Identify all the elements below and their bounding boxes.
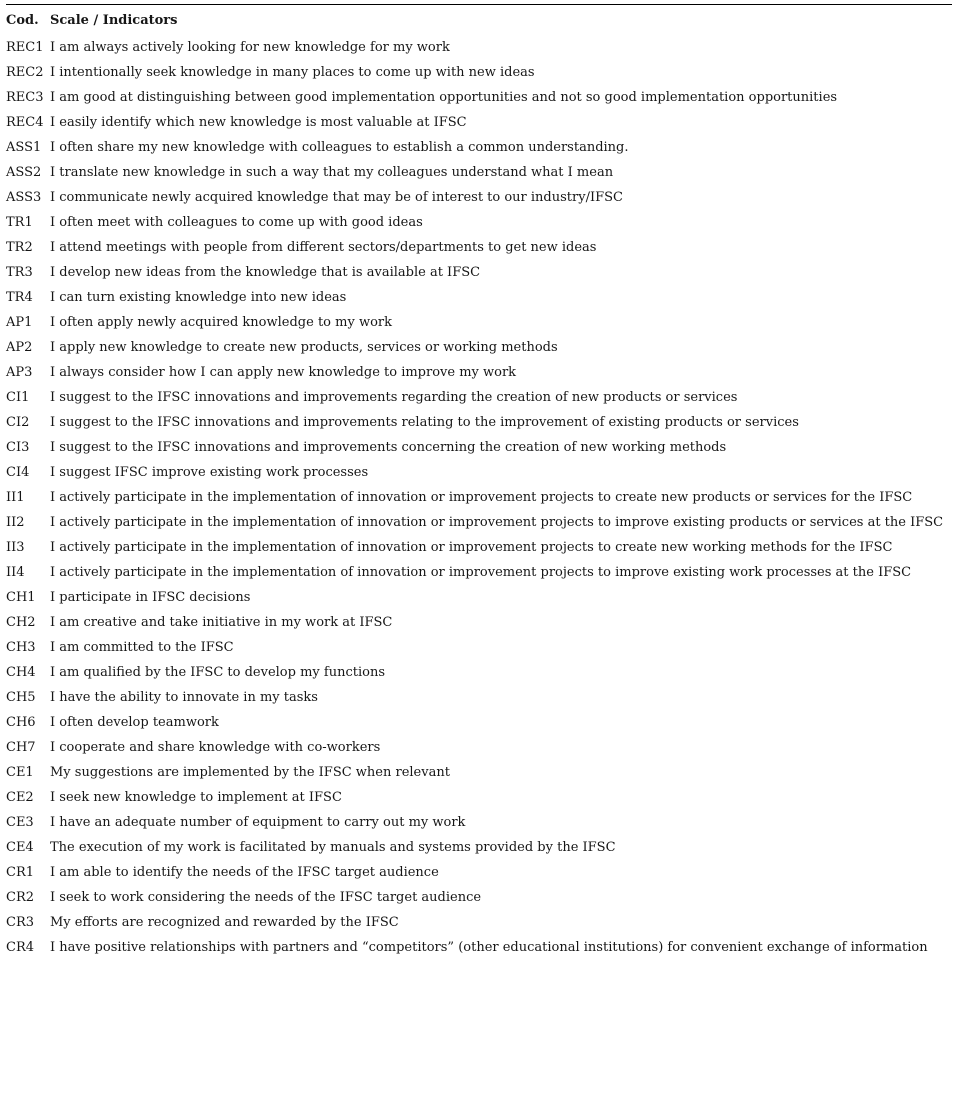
row-text: I actively participate in the implementation of innovation or improvement projects to improve existing work processes at the IFSC (50, 565, 912, 580)
row-text: I am always actively looking for new knowledge for my work (50, 40, 450, 55)
row-text: I actively participate in the implementation of innovation or improvement projects to create new working methods for the IFSC (50, 540, 893, 555)
row-code: AP1 (6, 315, 33, 330)
row-code: CI1 (6, 390, 30, 405)
row-text: I always consider how I can apply new knowledge to improve my work (50, 365, 517, 380)
row-text: The execution of my work is facilitated by manuals and systems provided by the IFSC (50, 840, 616, 855)
table-row (6, 460, 952, 485)
row-text: I have an adequate number of equipment to carry out my work (50, 815, 466, 830)
row-code: CE1 (6, 765, 34, 780)
table-row (6, 210, 952, 235)
table-row (6, 610, 952, 635)
row-text: I have positive relationships with partners and “competitors” (other educational institutions) for convenient exchange of information (50, 940, 928, 955)
row-text: I actively participate in the implementation of innovation or improvement projects to improve existing products or services at the IFSC (50, 515, 944, 530)
row-text: I am creative and take initiative in my work at IFSC (50, 615, 393, 630)
table-row (6, 535, 952, 560)
row-code: II3 (6, 540, 25, 555)
row-code: CH5 (6, 690, 36, 705)
row-text: I seek new knowledge to implement at IFSC (50, 790, 342, 805)
row-text: I intentionally seek knowledge in many places to come up with new ideas (50, 65, 535, 80)
table-row (6, 735, 952, 760)
row-text: I suggest IFSC improve existing work processes (50, 465, 369, 480)
table-row (6, 285, 952, 310)
row-code: CR2 (6, 890, 35, 905)
row-text: I often meet with colleagues to come up with good ideas (50, 215, 423, 230)
table-row (6, 685, 952, 710)
row-code: TR2 (6, 240, 33, 255)
row-text: I suggest to the IFSC innovations and improvements regarding the creation of new products or services (50, 390, 738, 405)
table-row (6, 485, 952, 510)
row-text: I attend meetings with people from different sectors/departments to get new ideas (50, 240, 597, 255)
table-row (6, 160, 952, 185)
row-text: I cooperate and share knowledge with co-workers (50, 740, 381, 755)
table-row (6, 660, 952, 685)
table-row (6, 385, 952, 410)
table-row (6, 860, 952, 885)
row-text: I easily identify which new knowledge is most valuable at IFSC (50, 115, 467, 130)
header-row (6, 5, 952, 36)
col-header-cod: Cod. (6, 13, 39, 28)
row-code: ASS1 (6, 140, 42, 155)
row-text: I often develop teamwork (50, 715, 219, 730)
row-code: CR4 (6, 940, 35, 955)
row-code: CH1 (6, 590, 36, 605)
row-text: I often share my new knowledge with colleagues to establish a common understanding. (50, 140, 629, 155)
row-code: REC1 (6, 40, 44, 55)
row-text: I actively participate in the implementation of innovation or improvement projects to create new products or services for the IFSC (50, 490, 913, 505)
row-text: I often apply newly acquired knowledge to my work (50, 315, 392, 330)
row-code: TR3 (6, 265, 33, 280)
row-code: CH2 (6, 615, 36, 630)
row-code: AP3 (6, 365, 33, 380)
row-code: ASS2 (6, 165, 42, 180)
row-code: AP2 (6, 340, 33, 355)
row-text: I am qualified by the IFSC to develop my functions (50, 665, 385, 680)
table-row (6, 185, 952, 210)
table-row (6, 35, 952, 60)
row-text: I am committed to the IFSC (50, 640, 234, 655)
row-text: I am able to identify the needs of the IFSC target audience (50, 865, 439, 880)
row-code: CE2 (6, 790, 34, 805)
row-code: CH7 (6, 740, 36, 755)
row-text: I translate new knowledge in such a way that my colleagues understand what I mean (50, 165, 614, 180)
table-row (6, 435, 952, 460)
table-row (6, 410, 952, 435)
table-row (6, 110, 952, 135)
table-row (6, 760, 952, 785)
table-row (6, 585, 952, 610)
row-code: CE4 (6, 840, 34, 855)
row-text: My efforts are recognized and rewarded by the IFSC (50, 915, 399, 930)
table-row (6, 235, 952, 260)
row-text: I participate in IFSC decisions (50, 590, 251, 605)
table-row (6, 85, 952, 110)
table-row (6, 885, 952, 910)
row-code: II4 (6, 565, 25, 580)
row-code: CE3 (6, 815, 34, 830)
table-row (6, 510, 952, 535)
row-code: TR4 (6, 290, 33, 305)
row-text: My suggestions are implemented by the IFSC when relevant (50, 765, 450, 780)
row-code: CH4 (6, 665, 36, 680)
row-code: ASS3 (6, 190, 42, 205)
row-code: REC4 (6, 115, 44, 130)
col-header-scale-indicators: Scale / Indicators (50, 13, 178, 28)
row-text: I apply new knowledge to create new products, services or working methods (50, 340, 558, 355)
table-row (6, 360, 952, 385)
row-text: I communicate newly acquired knowledge that may be of interest to our industry/IFSC (50, 190, 623, 205)
table-row (6, 135, 952, 160)
row-code: CI2 (6, 415, 30, 430)
table-row (6, 560, 952, 585)
row-code: CR1 (6, 865, 35, 880)
table-row (6, 310, 952, 335)
row-text: I can turn existing knowledge into new ideas (50, 290, 347, 305)
row-code: REC2 (6, 65, 44, 80)
table-row (6, 810, 952, 835)
row-text: I suggest to the IFSC innovations and improvements concerning the creation of new working methods (50, 440, 727, 455)
table-row (6, 335, 952, 360)
row-code: CI3 (6, 440, 30, 455)
table-row (6, 260, 952, 285)
row-text: I have the ability to innovate in my tasks (50, 690, 318, 705)
row-text: I am good at distinguishing between good implementation opportunities and not so good implementation opportunities (50, 90, 838, 105)
table-row (6, 635, 952, 660)
table-row (6, 935, 952, 960)
table-body (6, 35, 952, 960)
row-code: CR3 (6, 915, 35, 930)
indicators-table (6, 4, 952, 960)
row-text: I develop new ideas from the knowledge that is available at IFSC (50, 265, 481, 280)
row-text: I suggest to the IFSC innovations and improvements relating to the improvement of existing products or services (50, 415, 799, 430)
row-code: CI4 (6, 465, 30, 480)
table-row (6, 710, 952, 735)
table-row (6, 910, 952, 935)
table-row (6, 785, 952, 810)
row-text: I seek to work considering the needs of the IFSC target audience (50, 890, 482, 905)
row-code: II2 (6, 515, 25, 530)
row-code: CH3 (6, 640, 36, 655)
table-row (6, 60, 952, 85)
table-header (6, 5, 952, 36)
row-code: TR1 (6, 215, 33, 230)
row-code: REC3 (6, 90, 44, 105)
row-code: CH6 (6, 715, 36, 730)
row-code: II1 (6, 490, 25, 505)
table-row (6, 835, 952, 860)
